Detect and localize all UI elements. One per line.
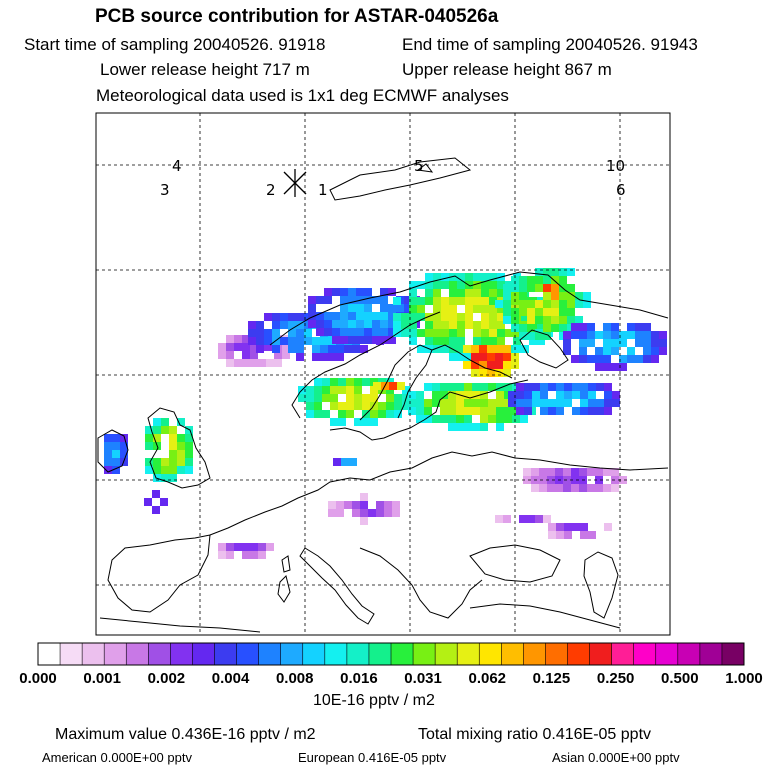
colorbar-cell [38, 643, 60, 665]
colorbar-tick-label: 0.001 [83, 670, 121, 687]
colorbar-tick-label: 0.008 [275, 670, 314, 687]
colorbar-cell [303, 643, 325, 665]
met-data-label: Meteorological data used is 1x1 deg ECMWF analyses [96, 86, 509, 105]
colorbar-cell [700, 643, 722, 665]
maximum-value-label: Maximum value 0.436E-16 pptv / m2 [55, 726, 316, 743]
colorbar-cell [126, 643, 148, 665]
colorbar-cell [82, 643, 104, 665]
colorbar-tick-label: 0.125 [532, 670, 571, 687]
colorbar-cell [347, 643, 369, 665]
colorbar-cell [148, 643, 170, 665]
station-label-1: 1 [318, 181, 328, 199]
colorbar-cell [281, 643, 303, 665]
colorbar-cell [192, 643, 214, 665]
station-label-3: 3 [160, 181, 170, 199]
colorbar-tick-label: 0.016 [340, 670, 378, 687]
colorbar-tick-label: 0.062 [468, 670, 507, 687]
colorbar-cell [259, 643, 281, 665]
station-label-2: 2 [266, 181, 276, 199]
colorbar-cell [435, 643, 457, 665]
colorbar-cell [612, 643, 634, 665]
colorbar-cell [215, 643, 237, 665]
colorbar-tick-label: 0.002 [147, 670, 186, 687]
colorbar-tick-label: 0.250 [596, 670, 635, 687]
colorbar-tick-label: 0.500 [661, 670, 699, 687]
end-time-label: End time of sampling 20040526. 91943 [402, 35, 698, 54]
colorbar-cell [457, 643, 479, 665]
colorbar-cell [568, 643, 590, 665]
colorbar-units: 10E-16 pptv / m2 [313, 692, 435, 709]
colorbar-tick-label: 0.000 [19, 670, 57, 687]
asian-contribution-label: Asian 0.000E+00 pptv [552, 750, 680, 765]
european-contribution-label: European 0.416E-05 pptv [298, 750, 447, 765]
colorbar-cell [479, 643, 501, 665]
colorbar-cell [501, 643, 523, 665]
colorbar-cell [104, 643, 126, 665]
colorbar-cell [590, 643, 612, 665]
station-label-10: 10 [606, 157, 626, 175]
american-contribution-label: American 0.000E+00 pptv [42, 750, 192, 765]
colorbar-cell [722, 643, 744, 665]
lower-height-label: Lower release height 717 m [100, 60, 310, 79]
station-label-4: 4 [172, 157, 182, 175]
plot-title: PCB source contribution for ASTAR-040526a [95, 6, 499, 27]
colorbar-cell [325, 643, 347, 665]
colorbar-cell [391, 643, 413, 665]
colorbar-cell [634, 643, 656, 665]
colorbar-cell [60, 643, 82, 665]
colorbar-cells [38, 643, 744, 665]
start-time-label: Start time of sampling 20040526. 91918 [24, 35, 326, 54]
colorbar-cell [170, 643, 192, 665]
colorbar-cell [413, 643, 435, 665]
colorbar-cell [678, 643, 700, 665]
colorbar-cell [656, 643, 678, 665]
colorbar-tick-label: 1.000 [725, 670, 763, 687]
colorbar-tick-label: 0.004 [211, 670, 250, 687]
total-mixing-ratio-label: Total mixing ratio 0.416E-05 pptv [418, 726, 652, 743]
station-label-5: 5 [414, 157, 424, 175]
colorbar-cell [237, 643, 259, 665]
colorbar-cell [545, 643, 567, 665]
colorbar-cell [523, 643, 545, 665]
colorbar-tick-label: 0.031 [404, 670, 442, 687]
colorbar-cell [369, 643, 391, 665]
upper-height-label: Upper release height 867 m [402, 60, 612, 79]
station-label-6: 6 [616, 181, 626, 199]
